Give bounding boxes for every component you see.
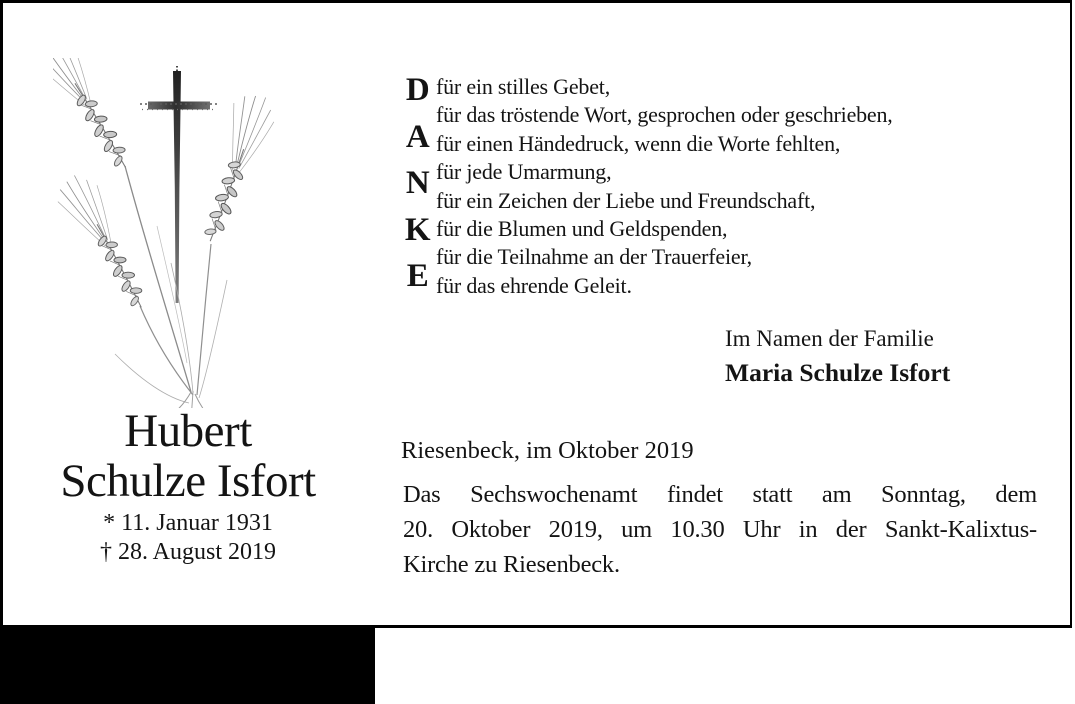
- acrostic-line: für ein stilles Gebet,: [436, 74, 610, 99]
- acrostic-letter: K: [404, 211, 431, 248]
- deceased-first-name: Hubert: [124, 405, 252, 457]
- acrostic-line: für die Teilnahme an der Trauerfeier,: [436, 244, 752, 270]
- acrostic-letter: A: [405, 118, 430, 155]
- acrostic-line: für das ehrende Geleit.: [436, 272, 632, 298]
- dateline: Riesenbeck, im Oktober 2019: [401, 437, 694, 464]
- birth-date: * 11. Januar 1931: [103, 510, 273, 536]
- acrostic-line: für jede Umarmung,: [436, 159, 612, 185]
- acrostic-letters: [399, 73, 436, 293]
- acrostic-line: für das tröstende Wort, gesprochen oder geschrieben,: [436, 102, 893, 128]
- wheat-ear-lower-left: [53, 168, 157, 318]
- acrostic-line: für die Blumen und Geldspenden,: [436, 216, 728, 242]
- family-name: Maria Schulze Isfort: [725, 358, 951, 387]
- acrostic-line: für ein Zeichen der Liebe und Freundschaft,: [436, 187, 816, 213]
- acrostic-letter: E: [406, 258, 429, 294]
- death-date: † 28. August 2019: [99, 539, 276, 565]
- danke-acrostic: [399, 73, 893, 300]
- announcement: [403, 477, 1037, 582]
- cross-icon: [140, 66, 219, 303]
- family-intro: Im Namen der Familie: [725, 326, 934, 351]
- acrostic-letter: N: [405, 165, 430, 201]
- wheat-ear-upper-left: [53, 58, 142, 180]
- family-signature: [725, 323, 950, 391]
- acrostic-lines: [436, 73, 893, 300]
- announcement-line: Das Sechswochenamt findet statt am Sonntag, dem: [403, 481, 1037, 508]
- wheat-cross-illustration: [53, 58, 323, 408]
- announcement-line: 20. Oktober 2019, um 10.30 Uhr in der Sankt-Kalixtus-: [403, 516, 1037, 543]
- acrostic-line: für einen Händedruck, wenn die Worte fehlten,: [436, 130, 841, 156]
- acrostic-letter: D: [405, 72, 430, 108]
- wheat-ear-right: [187, 88, 281, 248]
- redaction-box: [0, 627, 375, 704]
- deceased-name-block: [33, 406, 343, 567]
- announcement-line: Kirche zu Riesenbeck.: [403, 551, 620, 578]
- deceased-family-name: Schulze Isfort: [60, 455, 316, 507]
